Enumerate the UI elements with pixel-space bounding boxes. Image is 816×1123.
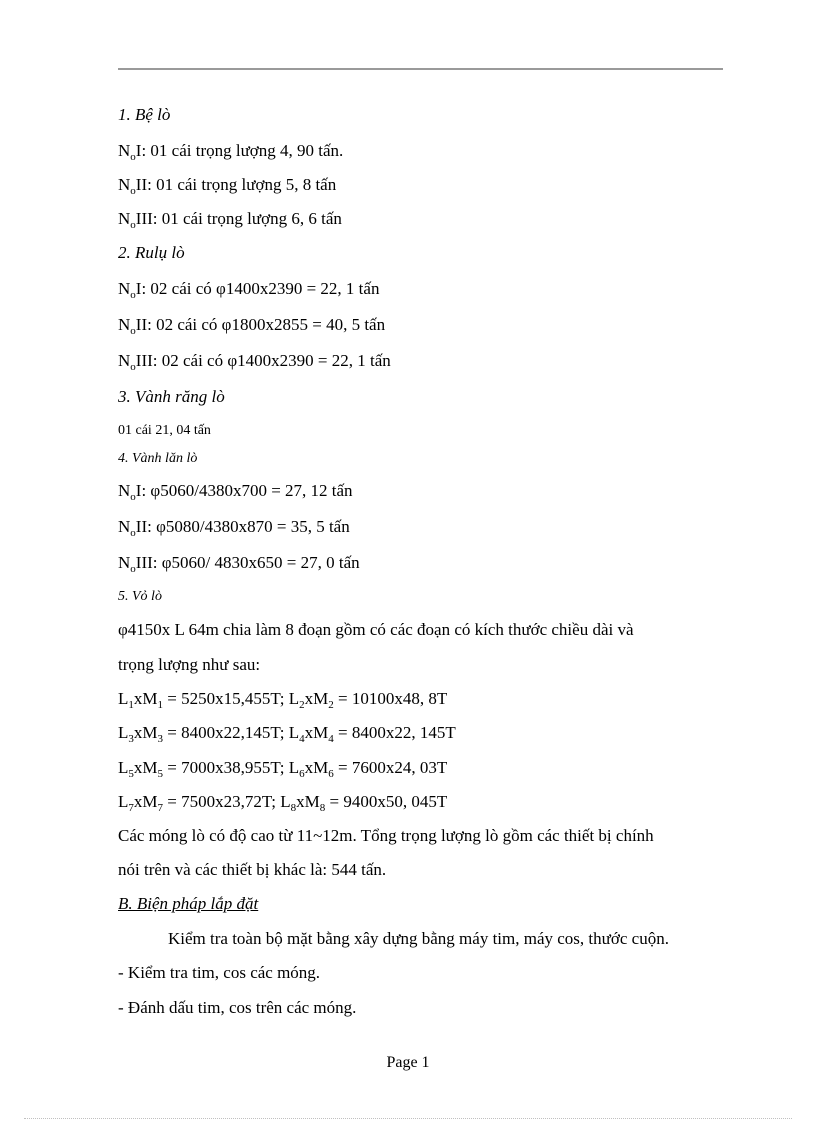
section-title-be-lo: 1. Bệ lò	[118, 105, 171, 124]
vo-lo-line-2: trọng lượng như sau:	[118, 655, 261, 674]
vo-lo-summary-1: Các móng lò có độ cao từ 11~12m. Tổng trọng lượng lò gồm các thiết bị chính	[118, 826, 654, 845]
section-title-vanh-lan: 4. Vành lăn lò	[118, 451, 198, 466]
bien-phap-intro: Kiểm tra toàn bộ mặt bằng xây dựng bằng máy tim, máy cos, thước cuộn.	[168, 929, 669, 948]
be-lo-line-3: $N_oIII$: 01 cái trọng lượng 6, 6 tấn	[118, 209, 342, 231]
vanh-lan-line-1: $N_oI$: φ5060/4380x700 = 27, 12 tấn	[118, 481, 353, 503]
vanh-lan-line-2: $N_oII$: φ5080/4380x870 = 35, 5 tấn	[118, 517, 350, 539]
vanh-lan-line-3: $N_oIII$: φ5060/ 4830x650 = 27, 0 tấn	[118, 553, 360, 575]
rulu-lo-line-2: $N_oII$: 02 cái có φ1800x2855 = 40, 5 tấn	[118, 315, 386, 337]
section-title-vo-lo: 5. Vỏ lò	[118, 589, 162, 604]
be-lo-line-2: $N_oII$: 01 cái trọng lượng 5, 8 tấn	[118, 175, 337, 197]
bien-phap-item-1: - Kiểm tra tim, cos các móng.	[118, 963, 321, 982]
vanh-rang-line: 01 cái 21, 04 tấn	[118, 423, 211, 438]
vo-lo-row-3: $L_5xM_5 = 7000x38,955T$; $L_6xM_6 = 7600x24$, 03T	[118, 758, 448, 780]
section-title-bien-phap: B. Biện pháp lắp đặt	[118, 894, 259, 913]
page-number: Page 1	[386, 1054, 430, 1071]
vo-lo-summary-2: nói trên và các thiết bị khác là: 544 tấn.	[118, 860, 387, 879]
vo-lo-row-2: $L_3xM_3 = 8400x22,145T$; $L_4xM_4 = 8400x22$, 145T	[118, 723, 456, 745]
page-bottom-rule	[24, 1118, 792, 1119]
bien-phap-item-2: - Đánh dấu tim, cos trên các móng.	[118, 998, 357, 1017]
vo-lo-line-1: φ4150x L 64m chia làm 8 đoạn gồm có các đoạn có kích thước chiều dài và	[118, 620, 634, 639]
be-lo-line-1: $N_oI$: 01 cái trọng lượng 4, 90 tấn.	[118, 141, 344, 163]
header-rule	[118, 68, 723, 70]
vo-lo-row-4: $L_7xM_7 = 7500x23,72T$; $L_8xM_8 = 9400x50$, 045T	[118, 792, 448, 814]
section-title-rulu-lo: 2. Rulụ lò	[118, 243, 185, 262]
vo-lo-row-1: $L_1xM_1 = 5250x15,455T$; $L_2xM_2 = 10100x48$, 8T	[118, 689, 448, 711]
rulu-lo-line-3: $N_oIII$: 02 cái có φ1400x2390 = 22, 1 tấn	[118, 351, 391, 373]
section-title-vanh-rang: 3. Vành răng lò	[118, 387, 225, 406]
rulu-lo-line-1: $N_oI$: 02 cái có φ1400x2390 = 22, 1 tấn	[118, 279, 380, 301]
